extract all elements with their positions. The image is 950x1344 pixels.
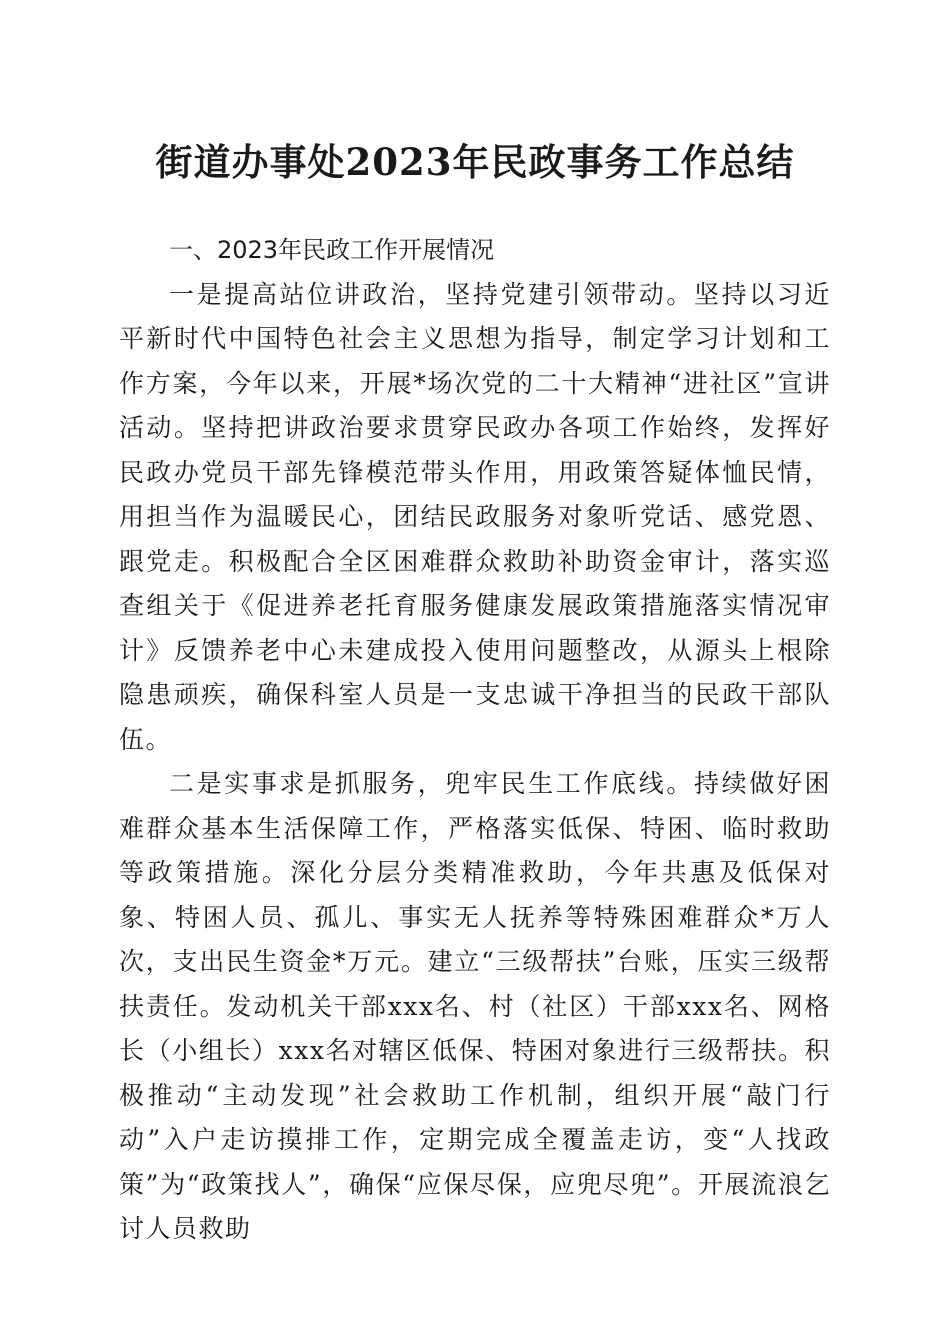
document-body (119, 228, 831, 1252)
section-heading: 一、2023年民政工作开展情况 (169, 236, 495, 264)
paragraph-lead: 二是实事求是抓服务，兜牢民生工作底线。 (169, 769, 694, 798)
paragraph-1 (119, 273, 831, 763)
document-title: 街道办事处2023年民政事务工作总结 (155, 140, 795, 184)
paragraph-2 (119, 762, 831, 1252)
paragraph-lead: 一是提高站位讲政治，坚持党建引领带动。 (169, 279, 694, 309)
paragraph-text: 持续做好困难群众基本生活保障工作，严格落实低保、特困、临时救助等政策措施。深化分层分类精准救助，今年共惠及低保对象、特困人员、孤儿、事实无人抚养等特殊困难群众*万人次，支出民生资金*万元。建立“三级帮扶”台账，压实三级帮扶责任。发动机关干部xxx名、村（社区）干部xxx名、网格长（小组长）xxx名对辖区低保、特困对象进行三级帮扶。积极推动“主动发现”社会救助工作机制，组织开展“敲门行动”入户走访摸排工作，定期完成全覆盖走访，变“人找政策”为“政策找人”，确保“应保尽保，应兜尽兜”。开展流浪乞讨人员救助 (119, 769, 831, 1243)
paragraph-text: 坚持以习近平新时代中国特色社会主义思想为指导，制定学习计划和工作方案，今年以来，开展*场次党的二十大精神“进社区”宣讲活动。坚持把讲政治要求贯穿民政办各项工作始终，发挥好民政办党员干部先锋模范带头作用，用政策答疑体恤民情，用担当作为温暖民心，团结民政服务对象听党话、感党恩、跟党走。积极配合全区困难群众救助补助资金审计，落实巡查组关于《促进养老托育服务健康发展政策措施落实情况审计》反馈养老中心未建成投入使用问题整改，从源头上根除隐患顽疾，确保科室人员是一支忠诚干净担当的民政干部队伍。 (119, 279, 831, 754)
